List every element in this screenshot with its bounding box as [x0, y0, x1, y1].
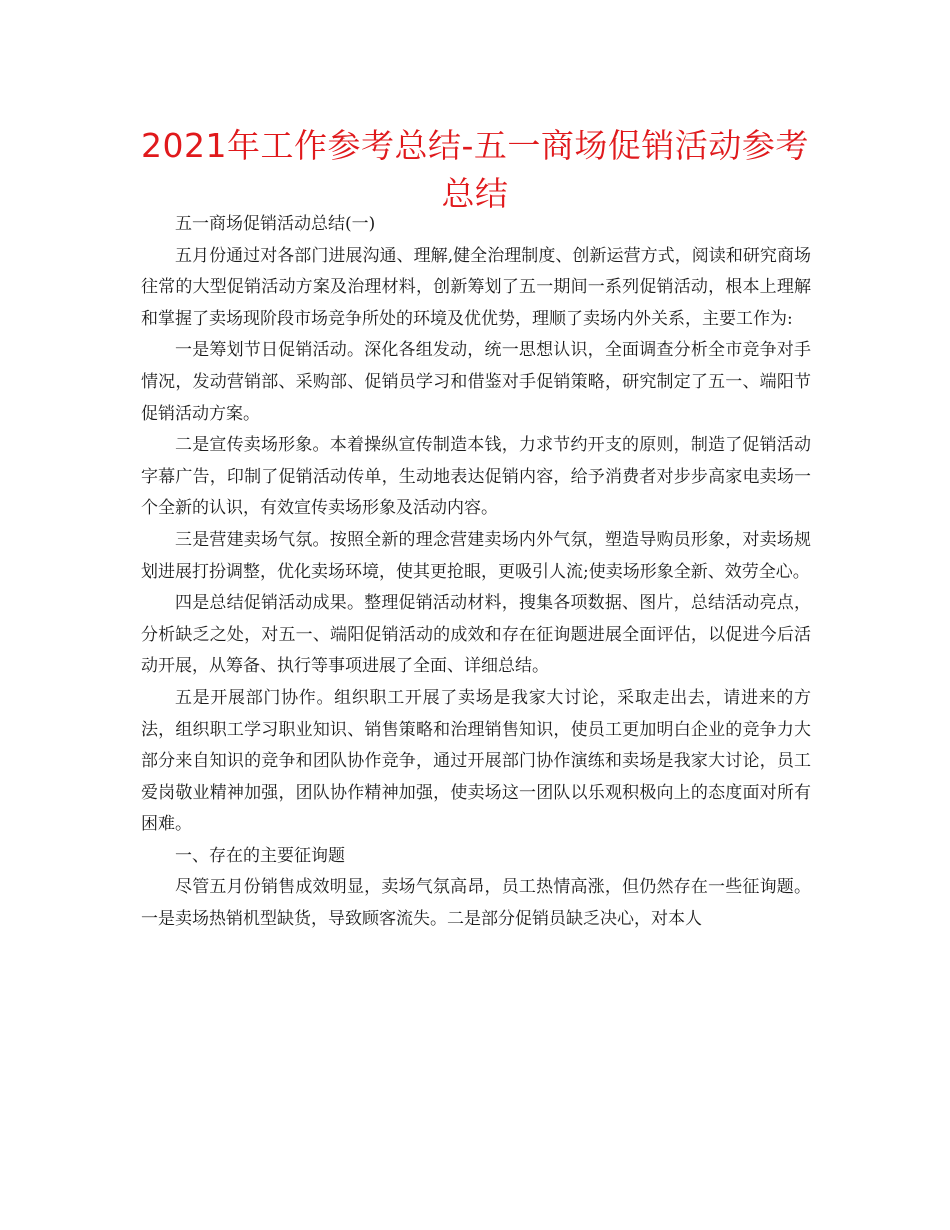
- paragraph: 一是筹划节日促销活动。深化各组发动，统一思想认识，全面调查分析全市竞争对手情况，发动营销部、采购部、促销员学习和借鉴对手促销策略，研究制定了五一、端阳节促销活动方案。: [141, 340, 811, 424]
- section-heading: 一、存在的主要征询题: [175, 845, 345, 866]
- paragraph: 二是宣传卖场形象。本着操纵宣传制造本钱，力求节约开支的原则，制造了促销活动字幕广告，印制了促销活动传单，生动地表达促销内容，给予消费者对步步高家电卖场一个全新的认识，有效宣传卖场形象及活动内容。: [141, 435, 811, 519]
- paragraph: 五是开展部门协作。组织职工开展了卖场是我家大讨论，采取走出去，请进来的方法，组织职工学习职业知识、销售策略和治理销售知识，使员工更加明白企业的竞争力大部分来自知识的竞争和团队协作竞争，通过开展部门协作演练和卖场是我家大讨论，员工爱岗敬业精神加强，团队协作精神加强，使卖场这一团队以乐观积极向上的态度面对所有困难。: [141, 687, 811, 835]
- section-heading: 五一商场促销活动总结(一): [175, 214, 376, 234]
- paragraph: 尽管五月份销售成效明显，卖场气氛高昂，员工热情高涨，但仍然存在一些征询题。一是卖场热销机型缺货，导致顾客流失。二是部分促销员缺乏决心，对本人: [141, 877, 811, 930]
- paragraph: 五月份通过对各部门进展沟通、理解,健全治理制度、创新运营方式，阅读和研究商场往常的大型促销活动方案及治理材料，创新筹划了五一期间一系列促销活动，根本上理解和掌握了卖场现阶段市场竞争所处的环境及优优势，理顺了卖场内外关系，主要工作为:: [141, 245, 811, 329]
- document-title: 2021年工作参考总结-五一商场促销活动参考总结: [141, 126, 809, 213]
- document-body: [141, 209, 811, 936]
- paragraph: 三是营建卖场气氛。按照全新的理念营建卖场内外气氛，塑造导购员形象，对卖场规划进展打扮调整，优化卖场环境，使其更抢眼，更吸引人流;使卖场形象全新、效劳全心。: [141, 529, 811, 582]
- paragraph: 四是总结促销活动成果。整理促销活动材料，搜集各项数据、图片，总结活动亮点，分析缺乏之处，对五一、端阳促销活动的成效和存在征询题进展全面评估，以促进今后活动开展，从筹备、执行等事项进展了全面、详细总结。: [141, 593, 811, 677]
